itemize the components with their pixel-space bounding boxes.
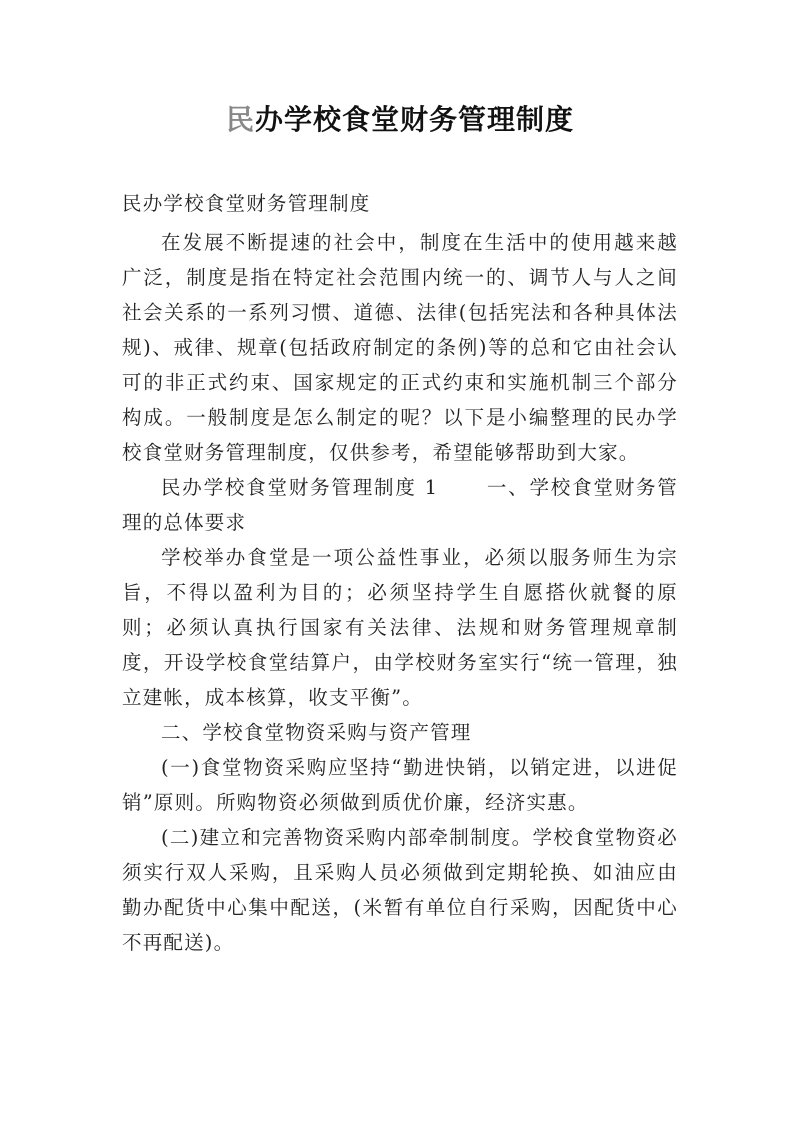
section-subheading: 一、学校食堂财务管理的总体要求 (122, 476, 678, 534)
paragraph-section-heading (122, 470, 678, 540)
document-title-rest: 办学校食堂财务管理制度 (255, 103, 575, 136)
paragraph-requirements: 学校举办食堂是一项公益性事业，必须以服务师生为宗旨，不得以盈利为目的；必须坚持学生自愿搭伙就餐的原则；必须认真执行国家有关法律、法规和财务管理规章制度，开设学校食堂结算户，由学校财务室实行“统一管理，独立建帐，成本核算，收支平衡”。 (122, 546, 678, 709)
document-title (0, 98, 800, 138)
document-body (122, 186, 678, 960)
paragraph-intro: 在发展不断提速的社会中，制度在生活中的使用越来越广泛，制度是指在特定社会范围内统一的、调节人与人之间社会关系的一系列习惯、道德、法律(包括宪法和各种具体法规)、戒律、规章(包括政府制定的条例)等的总和它由社会认可的非正式约束、国家规定的正式约束和实施机制三个部分构成。一般制度是怎么制定的呢？以下是小编整理的民办学校食堂财务管理制度，仅供参考，希望能够帮助到大家。 (122, 231, 678, 464)
section-label: 民办学校食堂财务管理制度 1 (161, 476, 439, 499)
paragraph-procurement-1: (一)食堂物资采购应坚持“勤进快销，以销定进，以进促销”原则。所购物资必须做到质优价廉，经济实惠。 (122, 756, 678, 814)
paragraph-heading: 民办学校食堂财务管理制度 (122, 192, 371, 215)
paragraph-procurement-2: (二)建立和完善物资采购内部牵制制度。学校食堂物资必须实行双人采购，且采购人员必须做到定期轮换、如油应由勤办配货中心集中配送，(米暂有单位自行采购，因配货中心不再配送)。 (122, 826, 678, 954)
document-title-first-char: 民 (225, 103, 255, 136)
paragraph-procurement-heading: 二、学校食堂物资采购与资产管理 (161, 721, 472, 744)
